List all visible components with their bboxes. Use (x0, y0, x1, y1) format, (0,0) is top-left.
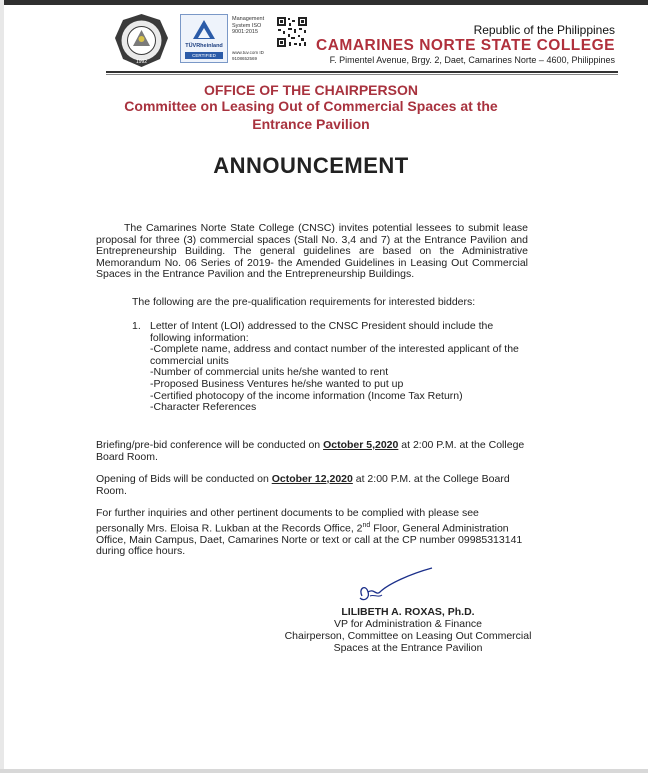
inquiries-paragraph (96, 508, 528, 558)
floor-superscript: nd (362, 521, 371, 529)
header-divider-thin (106, 74, 618, 75)
inquiries-text: For further inquiries and other pertinent documents to be complied with please see personally Mrs. Eloisa R. Lukban at the Records Office, 2 (96, 507, 479, 535)
signatory-name: LILIBETH A. ROXAS, Ph.D. (341, 606, 475, 618)
briefing-date: October 5,2020 (323, 439, 399, 451)
seal-year: 1992 (135, 59, 148, 65)
opening-paragraph (96, 474, 528, 497)
tuv-certification-badge (180, 14, 228, 63)
signatory-role-line2: Spaces at the Entrance Pavilion (333, 642, 483, 654)
requirement-line: -Certified photocopy of the income information (Income Tax Return) (150, 389, 463, 402)
requirement-line: -Proposed Business Ventures he/she wanted to put up (150, 377, 404, 390)
requirement-line: Letter of Intent (LOI) addressed to the CNSC President should include the following information: (150, 320, 494, 344)
signatory-role-line1: Chairperson, Committee on Leasing Out Commercial (284, 630, 532, 642)
qr-code-icon (276, 16, 308, 48)
college-address: F. Pimentel Avenue, Brgy. 2, Daet, Camarines Norte – 4600, Philippines (329, 55, 615, 65)
tuv-brand: TÜVRheinland (185, 43, 223, 49)
requirement-line: -Character References (150, 401, 257, 414)
top-border (0, 0, 648, 5)
bottom-edge (0, 769, 648, 773)
college-name: CAMARINES NORTE STATE COLLEGE (316, 37, 615, 54)
inquiries-text-end: Floor, General Administration Office, Main Campus, Daet, Camarines Norte or text or call at the CP number 09985313141 during office hours. (96, 522, 523, 558)
announcement-heading: ANNOUNCEMENT (213, 153, 409, 178)
signatory-position: VP for Administration & Finance (333, 618, 483, 630)
republic-label: Republic of the Philippines (473, 23, 615, 37)
requirement-line: -Complete name, address and contact number of the interested applicant of the commercial units (150, 343, 519, 367)
prequal-paragraph: The following are the pre-qualification requirements for interested bidders: (132, 296, 476, 308)
management-system-text: Management System ISO 9001:2015 (232, 16, 265, 35)
requirement-line: -Number of commercial units he/she wanted to rent (150, 366, 389, 379)
tuv-url-text: www.tuv.com ID 9108652569 (232, 50, 264, 61)
opening-text-end: at 2:00 P.M. at the College Board Room. (96, 473, 510, 497)
tuv-cert-label: CERTIFIED (185, 52, 223, 59)
left-edge (0, 0, 4, 773)
briefing-paragraph (96, 440, 528, 463)
intro-paragraph: The Camarines Norte State College (CNSC) invites potential lessees to submit lease proposal for three (3) commercial spaces (Stall No. 3,4 and 7) at the Entrance Pavilion and Entrepreneurship Building. The general guidelines are based on the Administrative Memorandum No. 06 Series of 2019- the Amended Guidelines in Leasing Out Commercial Spaces in the Entrance Pavilion and the Entrepreneurship Buildings. (96, 222, 528, 281)
briefing-text-end: at 2:00 P.M. at the College Board Room. (96, 439, 525, 463)
handwritten-signature (340, 566, 440, 606)
requirement-number: 1. (132, 320, 141, 332)
office-title: OFFICE OF THE CHAIRPERSON (204, 82, 418, 98)
college-seal-logo (114, 13, 169, 68)
header-divider (106, 71, 618, 73)
briefing-text: Briefing/pre-bid conference will be conducted on (96, 439, 324, 451)
requirement-text (150, 321, 528, 414)
committee-title: Committee on Leasing Out of Commercial Spaces at the Entrance Pavilion (124, 98, 498, 132)
opening-text: Opening of Bids will be conducted on (96, 473, 272, 485)
opening-date: October 12,2020 (271, 473, 353, 485)
